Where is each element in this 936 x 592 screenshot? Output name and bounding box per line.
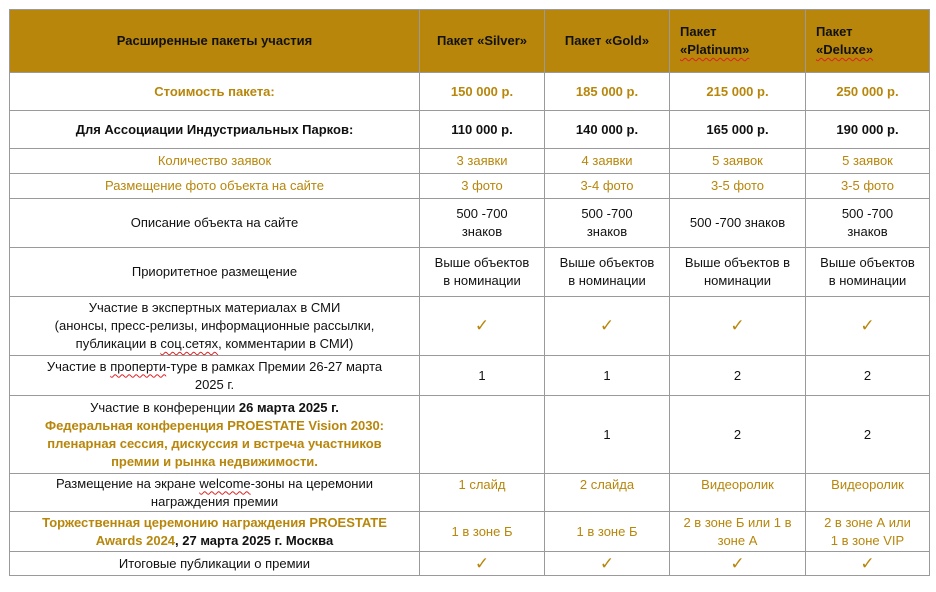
conference-deluxe: 2 <box>806 396 930 474</box>
applications-silver: 3 заявки <box>420 149 545 174</box>
tour-gold: 1 <box>545 356 670 396</box>
cost-gold: 185 000 р. <box>545 73 670 111</box>
tour-silver: 1 <box>420 356 545 396</box>
applications-deluxe: 5 заявок <box>806 149 930 174</box>
header-gold: Пакет «Gold» <box>545 10 670 73</box>
description-gold: 500 -700 знаков <box>545 199 670 248</box>
ceremony-silver: 1 в зоне Б <box>420 512 545 552</box>
applications-platinum: 5 заявок <box>670 149 806 174</box>
description-silver: 500 -700 знаков <box>420 199 545 248</box>
ceremony-platinum: 2 в зоне Б или 1 в зоне А <box>670 512 806 552</box>
packages-table <box>9 9 930 576</box>
row-photos <box>10 174 930 199</box>
photos-label: Размещение фото объекта на сайте <box>10 174 420 199</box>
description-label: Описание объекта на сайте <box>10 199 420 248</box>
cost-deluxe: 250 000 р. <box>806 73 930 111</box>
row-applications <box>10 149 930 174</box>
row-priority <box>10 248 930 297</box>
cost-platinum: 215 000 р. <box>670 73 806 111</box>
publications-platinum-check-icon: ✓ <box>670 552 806 576</box>
association-platinum: 165 000 р. <box>670 111 806 149</box>
applications-gold: 4 заявки <box>545 149 670 174</box>
media-gold-check-icon: ✓ <box>545 297 670 356</box>
description-platinum: 500 -700 знаков <box>670 199 806 248</box>
row-welcome <box>10 474 930 512</box>
row-cost <box>10 73 930 111</box>
media-platinum-check-icon: ✓ <box>670 297 806 356</box>
publications-silver-check-icon: ✓ <box>420 552 545 576</box>
header-platinum: Пакет «Platinum» <box>670 10 806 73</box>
row-ceremony <box>10 512 930 552</box>
media-label: Участие в экспертных материалах в СМИ (анонсы, пресс-релизы, информационные рассылки, публикации в соц.сетях, комментарии в СМИ) <box>10 297 420 356</box>
tour-deluxe: 2 <box>806 356 930 396</box>
description-deluxe: 500 -700 знаков <box>806 199 930 248</box>
publications-label: Итоговые публикации о премии <box>10 552 420 576</box>
applications-label: Количество заявок <box>10 149 420 174</box>
welcome-gold: 2 слайда <box>545 474 670 512</box>
row-description <box>10 199 930 248</box>
ceremony-deluxe: 2 в зоне А или 1 в зоне VIP <box>806 512 930 552</box>
conference-silver <box>420 396 545 474</box>
tour-platinum: 2 <box>670 356 806 396</box>
priority-label: Приоритетное размещение <box>10 248 420 297</box>
ceremony-label: Торжественная церемонию награждения PROESTATE Awards 2024, 27 марта 2025 г. Москва <box>10 512 420 552</box>
priority-silver: Выше объектов в номинации <box>420 248 545 297</box>
welcome-label: Размещение на экране welcome-зоны на церемонии награждения премии <box>10 474 420 512</box>
media-silver-check-icon: ✓ <box>420 297 545 356</box>
row-association <box>10 111 930 149</box>
photos-deluxe: 3-5 фото <box>806 174 930 199</box>
header-silver: Пакет «Silver» <box>420 10 545 73</box>
publications-gold-check-icon: ✓ <box>545 552 670 576</box>
row-media <box>10 297 930 356</box>
association-gold: 140 000 р. <box>545 111 670 149</box>
welcome-deluxe: Видеоролик <box>806 474 930 512</box>
conference-gold: 1 <box>545 396 670 474</box>
header-packages: Расширенные пакеты участия <box>10 10 420 73</box>
tour-label: Участие в проперти-туре в рамках Премии 26-27 марта 2025 г. <box>10 356 420 396</box>
cost-label: Стоимость пакета: <box>10 73 420 111</box>
header-deluxe: Пакет «Deluxe» <box>806 10 930 73</box>
conference-label: Участие в конференции 26 марта 2025 г. Федеральная конференция PROESTATE Vision 2030: пленарная сессия, дискуссия и встреча участников премии и рынка недвижимости. <box>10 396 420 474</box>
welcome-silver: 1 слайд <box>420 474 545 512</box>
media-deluxe-check-icon: ✓ <box>806 297 930 356</box>
photos-silver: 3 фото <box>420 174 545 199</box>
priority-deluxe: Выше объектов в номинации <box>806 248 930 297</box>
photos-platinum: 3-5 фото <box>670 174 806 199</box>
ceremony-gold: 1 в зоне Б <box>545 512 670 552</box>
header-row <box>10 10 930 73</box>
photos-gold: 3-4 фото <box>545 174 670 199</box>
association-silver: 110 000 р. <box>420 111 545 149</box>
publications-deluxe-check-icon: ✓ <box>806 552 930 576</box>
row-tour <box>10 356 930 396</box>
row-conference <box>10 396 930 474</box>
association-deluxe: 190 000 р. <box>806 111 930 149</box>
row-publications <box>10 552 930 576</box>
conference-platinum: 2 <box>670 396 806 474</box>
welcome-platinum: Видеоролик <box>670 474 806 512</box>
priority-platinum: Выше объектов в номинации <box>670 248 806 297</box>
priority-gold: Выше объектов в номинации <box>545 248 670 297</box>
cost-silver: 150 000 р. <box>420 73 545 111</box>
association-label: Для Ассоциации Индустриальных Парков: <box>10 111 420 149</box>
